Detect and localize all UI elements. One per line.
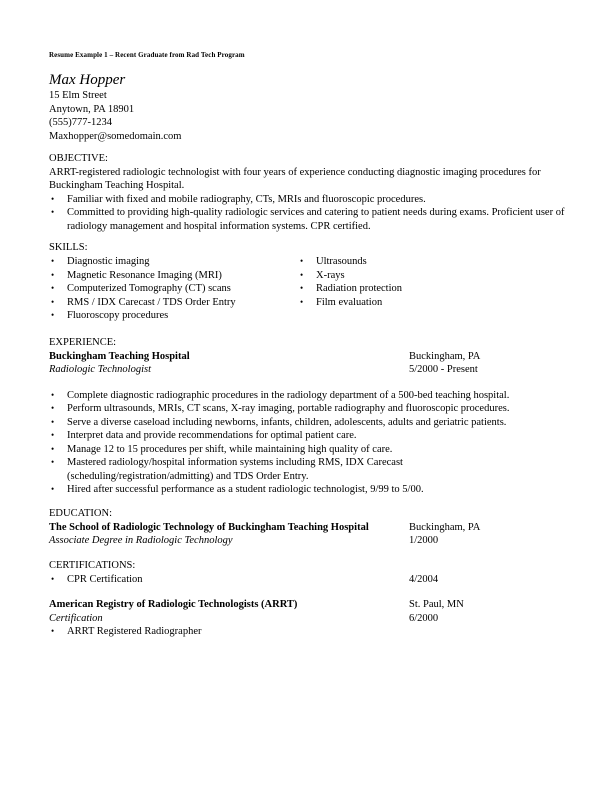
- list-item: • ARRT Registered Radiographer: [49, 625, 569, 639]
- objective-text: ARRT-registered radiologic technologist with four years of experience conducting diagnostic imaging procedures for Buckingham Teaching Hospital.: [49, 166, 541, 191]
- list-item: • Magnetic Resonance Imaging (MRI): [49, 269, 289, 283]
- employer-name: Buckingham Teaching Hospital: [49, 350, 190, 362]
- skills-list-left: [49, 255, 289, 323]
- phone: (555)777-1234: [49, 117, 112, 129]
- email: Maxhopper@somedomain.com: [49, 130, 182, 142]
- cert-organization: American Registry of Radiologic Technologists (ARRT): [49, 599, 298, 611]
- job-dates: 5/2000 - Present: [409, 364, 478, 376]
- list-item: • Committed to providing high-quality radiologic services and catering to patient needs during exams. Proficient user of radiology management and hospital information systems. CPR certified.: [49, 206, 569, 233]
- objective-list: [49, 193, 569, 234]
- bullet-icon: •: [51, 573, 55, 584]
- school-location: Buckingham, PA: [409, 521, 481, 533]
- list-item: • Serve a diverse caseload including newborns, infants, children, adolescents, adults and geriatric patients.: [49, 416, 569, 430]
- list-item: • Mastered radiology/hospital information systems including RMS, IDX Carecast (scheduling/registration/admitting) and TDS Order Entry.: [49, 456, 467, 483]
- role-row: [49, 363, 569, 377]
- list-item: • Hired after successful performance as a student radiologic technologist, 9/99 to 5/00.: [49, 483, 569, 497]
- list-item: • X-rays: [298, 269, 538, 283]
- cert-list: [49, 625, 569, 639]
- certifications-section: [49, 559, 569, 639]
- list-item: • Computerized Tomography (CT) scans: [49, 282, 289, 296]
- org-row: [49, 598, 569, 612]
- list-item: • Interpret data and provide recommendations for optimal patient care.: [49, 429, 569, 443]
- address-line-1: 15 Elm Street: [49, 90, 107, 101]
- address-line-2: Anytown, PA 18901: [49, 103, 135, 115]
- degree-row: [49, 534, 569, 548]
- list-item: • Ultrasounds: [298, 255, 538, 269]
- list-item: • Perform ultrasounds, MRIs, CT scans, X-ray imaging, portable radiography and fluoroscopic procedures.: [49, 402, 569, 416]
- cpr-date: 4/2004: [409, 573, 439, 585]
- list-item: • RMS / IDX Carecast / TDS Order Entry: [49, 296, 289, 310]
- cpr-certification: CPR Certification: [67, 573, 143, 585]
- job-title: Radiologic Technologist: [49, 364, 151, 376]
- objective-title: OBJECTIVE:: [49, 153, 108, 164]
- school-row: [49, 521, 569, 535]
- certifications-title: CERTIFICATIONS:: [49, 560, 136, 571]
- experience-list: [49, 389, 569, 497]
- list-item: • Radiation protection: [298, 282, 538, 296]
- list-item: • Film evaluation: [298, 296, 538, 310]
- contact-block: [49, 89, 181, 143]
- cert-date: 6/2000: [409, 612, 439, 624]
- org-location: St. Paul, MN: [409, 599, 464, 611]
- cert-label: Certification: [49, 612, 103, 624]
- degree-date: 1/2000: [409, 535, 439, 547]
- experience-title: EXPERIENCE:: [49, 337, 117, 348]
- list-item: • Complete diagnostic radiographic procedures in the radiology department of a 500-bed teaching hospital.: [49, 389, 569, 403]
- skills-section: [49, 241, 569, 331]
- cert-row: [49, 612, 569, 626]
- employer-location: Buckingham, PA: [409, 350, 481, 362]
- skills-title: SKILLS:: [49, 242, 88, 253]
- experience-section: [49, 336, 569, 497]
- list-item: • Diagnostic imaging: [49, 255, 289, 269]
- education-section: [49, 507, 569, 548]
- list-item: • Manage 12 to 15 procedures per shift, while maintaining high quality of care.: [49, 443, 569, 457]
- education-title: EDUCATION:: [49, 508, 112, 519]
- school-name: The School of Radiologic Technology of Buckingham Teaching Hospital: [49, 521, 369, 533]
- employer-row: [49, 350, 569, 364]
- list-item: • Fluoroscopy procedures: [49, 309, 289, 323]
- skills-list-right: [298, 255, 538, 309]
- objective-section: [49, 152, 569, 233]
- cpr-row: [49, 573, 569, 587]
- header-note: Resume Example 1 – Recent Graduate from Rad Tech Program: [49, 51, 245, 59]
- degree-name: Associate Degree in Radiologic Technology: [49, 535, 233, 547]
- applicant-name: Max Hopper: [49, 72, 126, 88]
- list-item: • Familiar with fixed and mobile radiography, CTs, MRIs and fluoroscopic procedures.: [49, 193, 569, 207]
